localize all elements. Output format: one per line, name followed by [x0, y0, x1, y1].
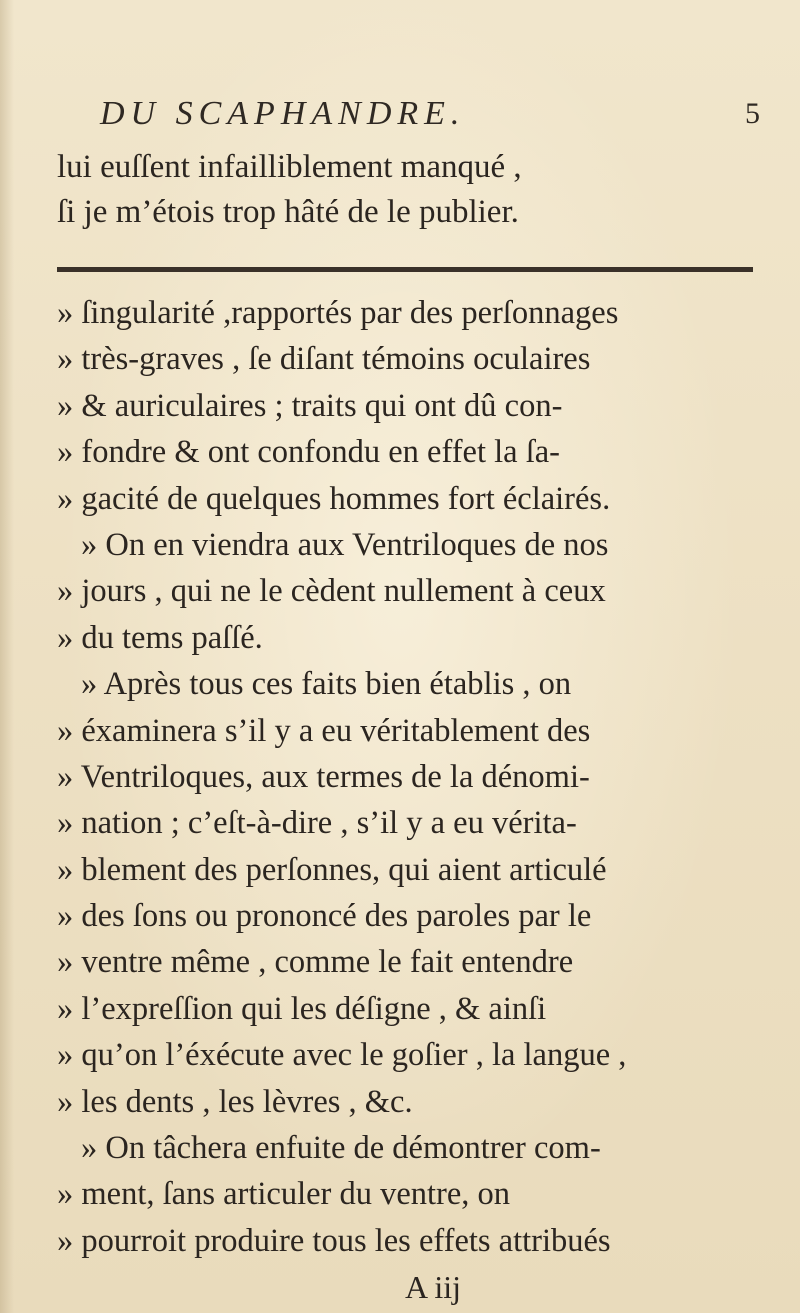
text-line: » les dents , les lèvres , &c. — [57, 1083, 413, 1120]
text-line: » qu’on l’éxécute avec le goſier , la langue , — [57, 1037, 627, 1074]
upper-text-block — [57, 145, 757, 235]
text-line: » nation ; c’eſt-à-dire , s’il y a eu vérita- — [57, 805, 577, 842]
text-line: » blement des perſonnes, qui aient articulé — [57, 851, 607, 888]
quoted-note-block — [57, 290, 767, 1310]
signature-mark: A iij — [405, 1269, 462, 1306]
text-line: » du tems paſſé. — [57, 619, 263, 656]
text-line: » ment, ſans articuler du ventre, on — [57, 1176, 511, 1213]
text-line: » pourroit produire tous les effets attribués — [57, 1222, 611, 1259]
text-line: » des ſons ou prononcé des paroles par le — [57, 898, 592, 935]
page-edge-shadow — [0, 0, 14, 1313]
running-head-title: DU SCAPHANDRE. — [100, 95, 466, 132]
text-line: » On en viendra aux Ventriloques de nos — [81, 526, 609, 563]
text-line: » Après tous ces faits bien établis , on — [81, 666, 572, 703]
text-line: » fondre & ont confondu en effet la ſa- — [57, 434, 560, 471]
text-line: » jours , qui ne le cèdent nullement à ceux — [57, 573, 606, 610]
text-line: » On tâchera enfuite de démontrer com- — [81, 1130, 601, 1167]
running-head — [100, 95, 760, 145]
text-line: lui euſſent infailliblement manqué , — [57, 149, 522, 185]
separator-rule — [57, 267, 753, 272]
text-line: » Ventriloques, aux termes de la dénomi- — [57, 758, 590, 795]
text-line: ſi je m’étois trop hâté de le publier. — [57, 194, 519, 230]
text-line: » & auriculaires ; traits qui ont dû con- — [57, 387, 563, 424]
text-line: » ventre même , comme le fait entendre — [57, 944, 574, 981]
text-line: » très-graves , ſe diſant témoins oculaires — [57, 341, 591, 378]
text-line: » l’expreſſion qui les déſigne , & ainſi — [57, 990, 547, 1027]
text-line: » ſingularité ,rapportés par des perſonnages — [57, 295, 619, 331]
text-line: » gacité de quelques hommes fort éclairés. — [57, 480, 611, 517]
text-line: » éxaminera s’il y a eu véritablement des — [57, 712, 591, 749]
page-number: 5 — [745, 97, 760, 130]
